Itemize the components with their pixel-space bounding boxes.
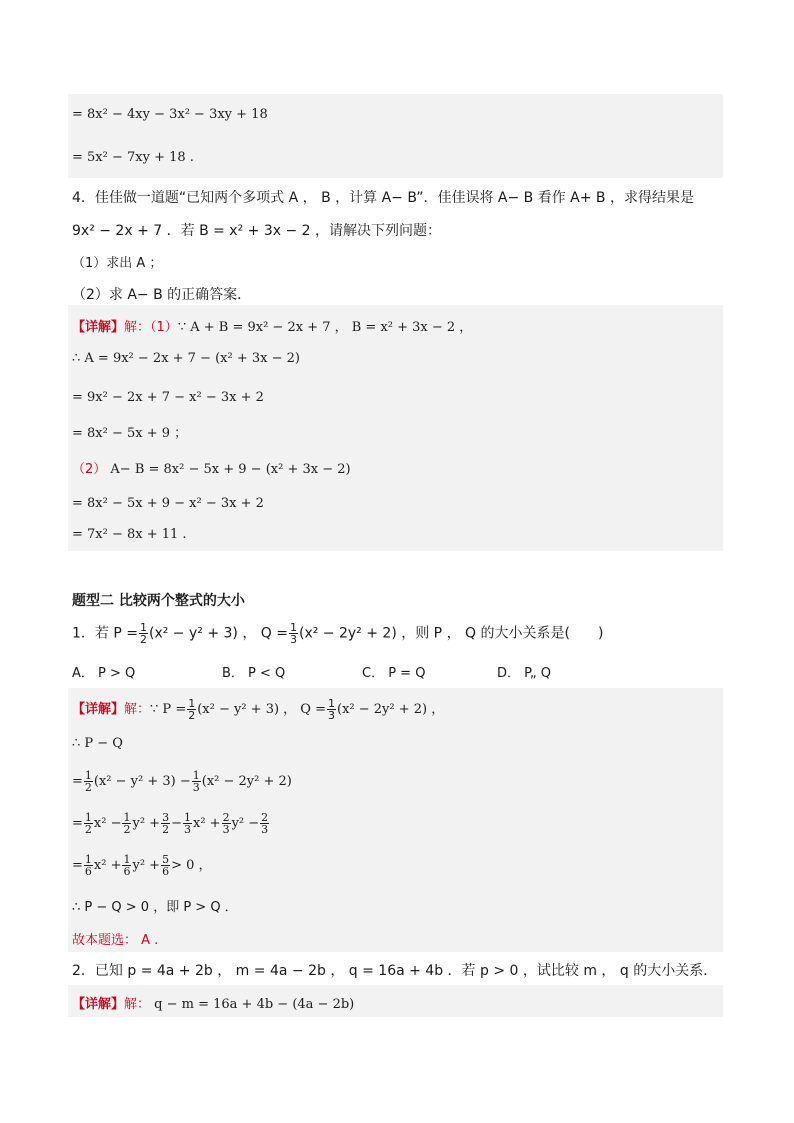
math-expr: ∵ P = <box>150 702 187 717</box>
solution-line <box>72 854 212 877</box>
math-expr: y² − <box>231 816 260 831</box>
answer-line <box>72 316 472 335</box>
stem-text: (x² − y² + 3) ， Q = <box>148 625 288 642</box>
fraction: $\frac{1}{6}$ <box>84 853 92 878</box>
math-expr: x² + <box>93 858 122 873</box>
math-expr: y² + <box>132 858 161 873</box>
fraction: $\frac{2}{3}$ <box>222 811 230 836</box>
math-expr: x² − <box>93 816 122 831</box>
fraction: $\frac{1}{3}$ <box>328 697 335 722</box>
math-expr: (x² − 2y² + 2) ， <box>337 702 445 717</box>
math-expr: ∵ A + B = 9x² − 2x + 7 ， B = x² + 3x − 2 ， <box>177 320 473 335</box>
answer-tag: 【详解】 <box>72 320 125 335</box>
option-b: B． P < Q <box>222 666 286 681</box>
math-expr: (x² − y² + 3) ， Q = <box>197 702 326 717</box>
solution-line <box>72 770 292 793</box>
math-expr: (x² − 2y² + 2) <box>201 774 292 789</box>
solution-line: = 7x² − 8x + 11 . <box>72 527 187 542</box>
fraction: $\frac{1}{2}$ <box>139 621 147 646</box>
stem-text: 1．若 P = <box>72 625 138 642</box>
solution-line: = 8x² − 5x + 9 − x² − 3x + 2 <box>72 496 264 511</box>
fraction: $\frac{1}{2}$ <box>84 811 92 836</box>
part-label: （2） <box>72 462 107 477</box>
solution-line: = 5x² − 7xy + 18 . <box>72 150 194 165</box>
fraction: $\frac{1}{3}$ <box>183 811 191 836</box>
sub-question: （1）求出 A ； <box>72 256 163 271</box>
solution-line <box>72 812 270 835</box>
solution-line: ∴ P − Q > 0 ，即 P > Q ． <box>72 900 238 915</box>
question-stem: 9x² − 2x + 7 ．若 B = x² + 3x − 2 ，请解决下列问题： <box>72 223 442 239</box>
answer-tag: 【详解】 <box>72 702 125 717</box>
answer-tag: 【详解】 <box>72 997 125 1012</box>
answer-solve-label: 解： <box>124 702 151 717</box>
option-d: D． P„ Q <box>497 666 551 681</box>
math-expr: = <box>72 858 83 873</box>
fraction: $\frac{1}{3}$ <box>289 621 297 646</box>
fraction: $\frac{1}{6}$ <box>123 853 131 878</box>
question-stem: 4．佳佳做一道题“已知两个多项式 A ， B ，计算 A− B”．佳佳误将 A− B 看作 A+ B ，求得结果是 <box>72 190 694 206</box>
answer-solve-label: 解： <box>124 997 151 1012</box>
math-expr: = <box>72 816 83 831</box>
fraction: $\frac{3}{2}$ <box>162 811 170 836</box>
fraction: $\frac{1}{2}$ <box>84 769 92 794</box>
option-c: C． P = Q <box>362 666 426 681</box>
sub-question: （2）求 A− B 的正确答案． <box>72 287 252 303</box>
solution-line: = 9x² − 2x + 7 − x² − 3x + 2 <box>72 390 264 405</box>
fraction: $\frac{1}{3}$ <box>192 769 200 794</box>
math-expr: > 0 ， <box>171 858 212 873</box>
fraction: $\frac{1}{2}$ <box>188 697 196 722</box>
solution-line: ∴ A = 9x² − 2x + 7 − (x² + 3x − 2) <box>72 351 300 366</box>
fraction: $\frac{5}{6}$ <box>162 853 170 878</box>
math-expr: (x² − y² + 3) − <box>93 774 191 789</box>
math-expr: A− B = 8x² − 5x + 9 − (x² + 3x − 2) <box>106 462 351 477</box>
question-stem: 2．已知 p = 4a + 2b ， m = 4a − 2b ， q = 16a + 4b ．若 p > 0 ，试比较 m ， q 的大小关系． <box>72 963 718 979</box>
section-heading: 题型二 比较两个整式的大小 <box>72 593 245 609</box>
fraction: $\frac{2}{3}$ <box>261 811 269 836</box>
math-expr: x² + <box>192 816 221 831</box>
answer-line <box>72 993 354 1012</box>
answer-line <box>72 458 351 477</box>
answer-line <box>72 698 444 721</box>
final-answer: 故本题选： A . <box>72 933 159 948</box>
math-expr: q − m = 16a + 4b − (4a − 2b) <box>150 997 355 1012</box>
math-expr: − <box>171 816 182 831</box>
option-a: A． P > Q <box>72 666 136 681</box>
question-stem <box>72 622 603 645</box>
answer-solve-label: 解： <box>124 320 151 335</box>
math-expr: y² + <box>132 816 161 831</box>
solution-line: = 8x² − 4xy − 3x² − 3xy + 18 <box>72 107 268 122</box>
part-label: （1） <box>150 320 178 335</box>
solution-line: = 8x² − 5x + 9 ； <box>72 426 188 441</box>
math-expr: = <box>72 774 83 789</box>
solution-line: ∴ P − Q <box>72 736 123 751</box>
fraction: $\frac{1}{2}$ <box>123 811 131 836</box>
stem-text: (x² − 2y² + 2) ，则 P ， Q 的大小关系是( ) <box>298 625 604 642</box>
